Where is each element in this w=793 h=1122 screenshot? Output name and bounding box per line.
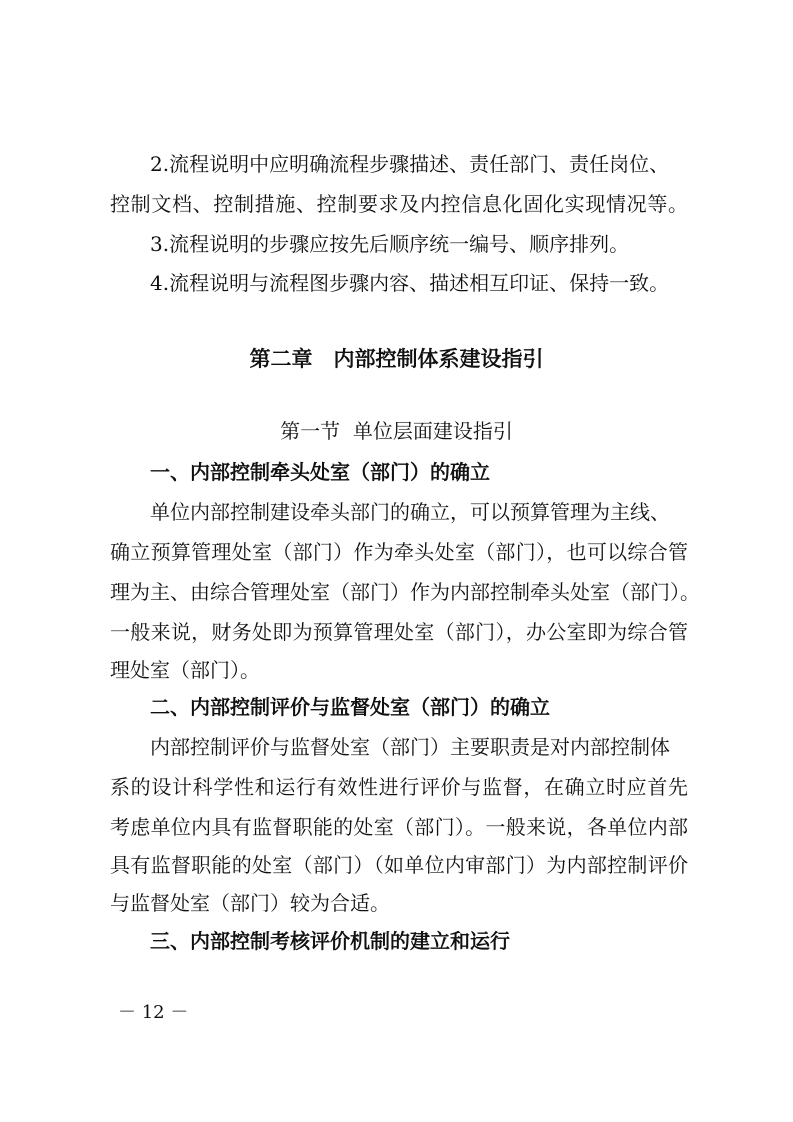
- subsection-3-heading: 三、内部控制考核评价机制的建立和运行: [150, 929, 510, 953]
- subsection-2-line-2: 系的设计科学性和运行有效性进行评价与监督，在确立时应首先: [110, 775, 688, 799]
- subsection-1-line-2: 确立预算管理处室（部门）作为牵头处室（部门），也可以综合管: [110, 540, 688, 564]
- item-2-line-2: 控制文档、控制措施、控制要求及内控信息化固化实现情况等。: [110, 192, 688, 216]
- item-2-line-1: 2.流程说明中应明确流程步骤描述、责任部门、责任岗位、: [150, 152, 670, 176]
- chapter-title: 第二章 内部控制体系建设指引: [249, 347, 544, 371]
- subsection-1-line-1: 单位内部控制建设牵头部门的确立，可以预算管理为主线、: [150, 500, 670, 524]
- subsection-1-line-4: 一般来说，财务处即为预算管理处室（部门），办公室即为综合管: [110, 620, 688, 644]
- subsection-2-line-4: 具有监督职能的处室（部门）（如单位内审部门）为内部控制评价: [110, 853, 688, 877]
- subsection-2-line-3: 考虑单位内具有监督职能的处室（部门）。一般来说，各单位内部: [110, 815, 688, 839]
- item-4-line-1: 4.流程说明与流程图步骤内容、描述相互印证、保持一致。: [150, 271, 670, 295]
- subsection-1-heading: 一、内部控制牵头处室（部门）的确立: [150, 460, 490, 484]
- subsection-1-line-3: 理为主、由综合管理处室（部门）作为内部控制牵头处室（部门）。: [110, 580, 700, 604]
- subsection-2-line-1: 内部控制评价与监督处室（部门）主要职责是对内部控制体: [150, 735, 670, 759]
- page-number: － 12 －: [118, 1002, 189, 1023]
- item-3-line-1: 3.流程说明的步骤应按先后顺序统一编号、顺序排列。: [150, 232, 630, 256]
- subsection-2-line-5: 与监督处室（部门）较为合适。: [110, 891, 390, 915]
- subsection-2-heading: 二、内部控制评价与监督处室（部门）的确立: [150, 695, 550, 719]
- section-title: 第一节 单位层面建设指引: [280, 419, 513, 443]
- subsection-1-line-5: 理处室（部门）。: [110, 658, 260, 682]
